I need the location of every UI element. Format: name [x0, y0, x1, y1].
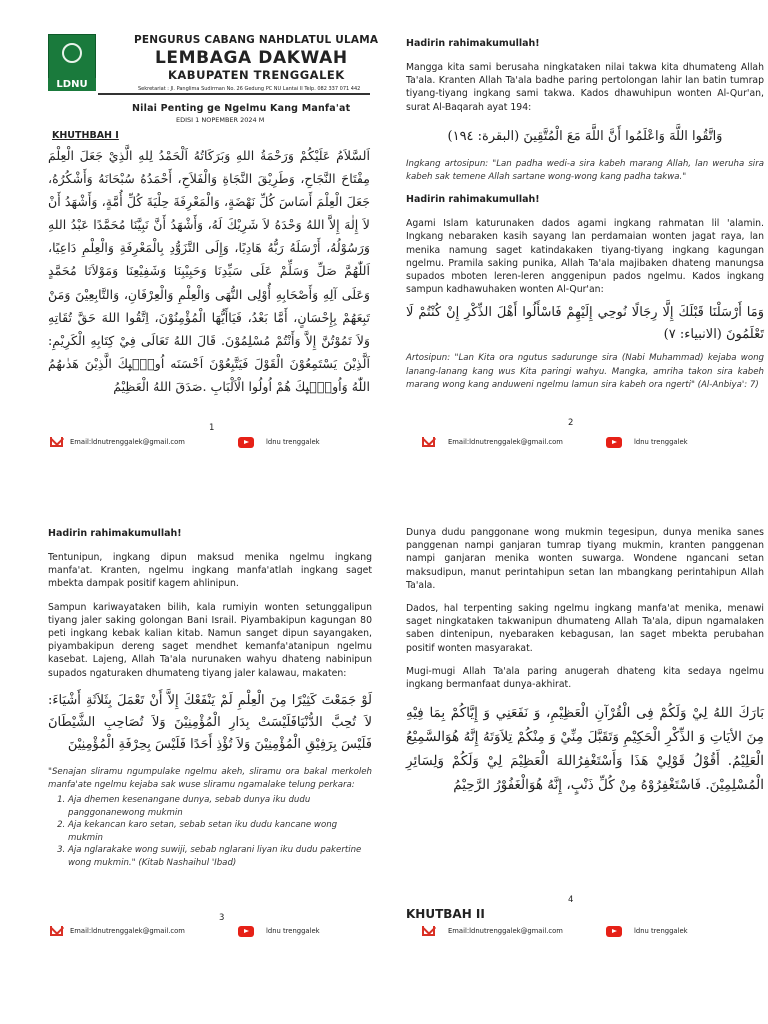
hadith-text: لَوْ جَمَعْتَ كَثِيْرًا مِنَ الْعِلْمِ لَمْ يَنْفَعْكَ إِلاَّ أَنْ تَعْمَلَ بِثَلاَثَةِ أَشْيَاءَ: لاَ تُحِبَّ الدُّنْيَافَلَيْسَتْ بِدَارِ الْمُؤْمِنِيْنَ وَلاَ تُصَاحِبِ الشَّيْطَانَ فَلَيْسَ بِرَفِيْقِ الْمُؤْمِنِيْنَ وَلاَ تُؤْذِ أَحَدًا فَلَيْسَ بِحِرْفَةِ الْمُؤْمِنِيْنَ [48, 692, 372, 752]
footer-email[interactable]: Email:ldnutrenggalek@gmail.com [70, 927, 185, 935]
footer-email[interactable]: Email:ldnutrenggalek@gmail.com [70, 438, 185, 446]
header-divider [98, 93, 370, 95]
list-item: 2. Aja kekancan karo setan, sebab setan iku dudu kancane wong mukmin [68, 819, 372, 844]
gmail-icon [422, 926, 435, 936]
footer [48, 926, 372, 940]
list-item: 3. Aja nglarakake wong suwiji, sebab nglarani liyan iku dudu pakertine wong mukmin." (Kitab Nashaihul 'Ibad) [68, 844, 372, 869]
footer-youtube[interactable]: ldnu trenggalek [266, 438, 320, 446]
closing-prayer: بَارَكَ اللهُ لِيْ وَلَكُمْ فِى الْقُرْآنِ الْعَظِيْمِ، وَ نَفَعَنِي وَ إِيَّاكُمْ بِمَا فِيْهِ مِنَ الأيَاتِ وَ الذِّكْرِ الْحَكِيْمِ وَتَقَبَّلَ مِنِّيْ وَ مِنْكُمْ تِلاَوَتَهُ إِنَّهُ هُوَالسَّمِيْعُ الْعَلِيْمُ. أَقُوْلُ قَوْلِيْ هَذَا وَأَسْتَغْفِرُاللهَ الْعَظِيْمَ لِيْ وَلَكُمْ وَلِسَائِرِ الْمُسْلِمِيْنَ. فَاسْتَغْفِرُوْهُ مِنْ كُلِّ ذَنْبٍ، إِنَّهُ هُوَالْغَفُوْرُ الرَّحِيْمُ [406, 705, 764, 794]
lembaga-title: LEMBAGA DAKWAH [155, 48, 348, 68]
footer [48, 437, 372, 451]
page-number: 4 [568, 895, 574, 905]
youtube-icon [238, 926, 254, 937]
khutbah-1-label: KHUTHBAH I [52, 130, 119, 141]
page-2 [406, 30, 764, 510]
paragraph: Dunya dudu panggonane wong mukmin tegesipun, dunya menika sanes panggenan nampi ganjaran tumrap tiyang mukmin, kranten panggenan nampi ganjaran menika wonten suwarga. Wondene ngancani setan maksudipun, manut perintahipun setan lan mbangkang perintahipun Allah Ta'ala. [406, 527, 764, 591]
advice-list [48, 794, 372, 869]
globe-icon [62, 43, 82, 63]
edition-label: EDISI 1 NOPEMBER 2024 M [176, 116, 265, 124]
paragraph: Sampun kariwayataken bilih, kala rumiyin wonten setunggalipun tiyang jaler saking golongan Bani Israil. Piyambakipun kagungan 80 peti ingkang kebak kalian kitab. Namun sanget dipun sayangaken, piyambakipun dereng saget mendhet kemanfa'atanipun ngelmu kasebat. Lajeng, Allah Ta'ala nurunaken wahyu dhateng nabinipun supados ngaturaken dhumateng tiyang jaler kalawau, makaten: [48, 601, 372, 679]
sermon-subtitle: Nilai Penting ge Ngelmu Kang Manfa'at [132, 103, 351, 114]
heading: Hadirin rahimakumullah! [406, 38, 540, 49]
org-name: PENGURUS CABANG NAHDLATUL ULAMA [134, 34, 379, 46]
translation: Ingkang artosipun: "Lan padha wedi-a sira kabeh marang Allah, lan weruha sira kabeh sak temene Allah sartane wong-wong kang padha takwa." [406, 158, 764, 183]
khutbah-2-label: KHUTBAH II [406, 907, 485, 921]
page-number: 1 [209, 423, 215, 433]
paragraph: Mugi-mugi Allah Ta'ala paring anugerah dhateng kita sedaya ngelmu ingkang bermanfaat dunya-akhirat. [406, 665, 764, 691]
page-3 [48, 522, 372, 1024]
youtube-icon [238, 437, 254, 448]
page-number: 3 [219, 913, 225, 923]
translation: Artosipun: "Lan Kita ora ngutus sadurunge sira (Nabi Muhammad) kejaba wong lanang-lanang kang wus Kita paringi wahyu. Mangka, amriha takon sira kabeh marang wong kang anduweni ngelmu lamun sira kabeh ora ngerti" (Al-Anbiya': 7) [406, 353, 764, 390]
footer-youtube[interactable]: ldnu trenggalek [634, 927, 688, 935]
footer-youtube[interactable]: ldnu trenggalek [634, 438, 688, 446]
youtube-icon [606, 437, 622, 448]
kabupaten-title: KABUPATEN TRENGGALEK [168, 68, 345, 82]
heading: Hadirin rahimakumullah! [48, 528, 182, 539]
heading: Hadirin rahimakumullah! [406, 194, 540, 206]
translation: "Senajan sliramu ngumpulake ngelmu akeh, sliramu ora bakal merkoleh manfa'ate ngelmu kejaba sak wuse sliramu ngamalake telung perkara: [48, 766, 372, 791]
opening-arabic: اَلسَّلاَمُ عَلَيْكُمْ وَرَحْمَةُ اللهِ وَبَرَكَاتُهُ اَلْحَمْدُ لِلهِ الَّذِيْ جَعَلَ الْعِلْمَ مِفْتَاحَ النَّجَاحِ، وَطَرِيْقَ النَّجَاةِ وَالْفَلاَحِ، أَحْمَدُهُ سُبْحَانَهُ وَأَشْكُرُهُ، جَعَلَ الْعِلْمَ أَسَاسَ كُلِّ نَهْضَةٍ، وَالْمَعْرِفَةَ حِلْيَةَ كُلِّ أُمَّةٍ، وَأَشْهَدُ أَنْ لاَ إِلٰهَ إِلاَّ اللهُ وَحْدَهُ لاَ شَرِيْكَ لَهُ، وَأَشْهَدُ أَنَّ نَبِيَّنَا مُحَمَّدًا عَبْدُ اللهِ وَرَسُوْلُهُ، أَرْسَلَهُ رَبُّهُ هَادِيًا، وَإِلَى التَّزَوُّدِ بِالْمَعْرِفَةِ وَالْعِلْمِ دَاعِيًا، اَللّٰهُمَّ صَلِّ وَسَلِّمْ عَلَى سَيِّدِنَا وَحَبِيْبِنَا وَشَفِيْعِنَا وَمَوْلاَنَا مُحَمَّدٍ وَعَلَى آلِهِ وَأَصْحَابِهِ أُوْلِى النُّهَى وَالْعِلْمِ وَالْعِرْفَانِ، وَالتَّابِعِيْنَ وَمَنْ تَبِعَهُمْ بِإِحْسَانٍ، أَمَّا بَعْدُ، فَيَاأَيُّهَا الْمُؤْمِنُوْنَ، اِتَّقُوا اللهَ حَقَّ تُقَاتِهِ وَلاَ تَمُوْتُنَّ إِلاَّ وَأَنْتُمْ مُسْلِمُوْنَ. قَالَ اللهُ تَعَالَى فِيْ كِتَابِهِ الْكَرِيْمِ: اَلَّذِيْنَ يَسْتَمِعُوْنَ الْقَوْلَ فَيَتَّبِعُوْنَ اَحْسَنَه اُولٰۤىِٕكَ الَّذِيْنَ هَدٰىهُمُ اللّٰهُ وَاُولٰۤىِٕكَ هُمْ اُولُوا الْاَلْبَابِ .صَدَقَ اللهُ الْعَظِيْمُ [48, 148, 370, 394]
page-4 [406, 522, 764, 1024]
address: Sekretariat : Jl. Panglima Sudirman No. 26 Gedung PC NU Lantai II Telp. 082 337 071 442 [138, 86, 361, 92]
page-1 [48, 30, 379, 510]
logo-label: LDNU [48, 78, 96, 91]
paragraph: Mangga kita sami berusaha ningkataken nilai takwa kita dhumateng Allah Ta'ala. Kranten Allah Ta'ala badhe paring pertolongan lahir lan batin tumrap tiyang-tiyang ingkang sami takwa. Kados dhawuhipun wonten Al-Qur'an, surat Al-Baqarah ayat 194: [406, 62, 764, 113]
ldnu-logo [48, 34, 96, 80]
list-item: 1. Aja dhemen kesenangane dunya, sebab dunya iku dudu panggonanewong mukmin [68, 794, 372, 819]
quran-verse: وَمَا أَرْسَلْنَا قَبْلَكَ إِلَّا رِجَالًا نُوحِي إِلَيْهِمْ فَاسْأَلُوا أَهْلَ الذِّكْرِ إِنْ كُنْتُمْ لَا تَعْلَمُونَ (الانبياء: ٧) [406, 305, 764, 343]
footer-email[interactable]: Email:ldnutrenggalek@gmail.com [448, 438, 563, 446]
youtube-icon [606, 926, 622, 937]
paragraph: Tentunipun, ingkang dipun maksud menika ngelmu ingkang manfa'at. Kranten, ngelmu ingkang manfa'atlah ingkang saget mbekta dampak positif kagem ahlinipun. [48, 552, 372, 590]
paragraph: Dados, hal terpenting saking ngelmu ingkang manfa'at menika, menawi saget ningkataken takwanipun dhumateng Allah Ta'ala, dipun ngamalaken saben dintenipun, nyebaraken kebagusan, lan saget mbekta perubahan positif wonten masyarakat. [406, 603, 764, 654]
footer-email[interactable]: Email:ldnutrenggalek@gmail.com [448, 927, 563, 935]
gmail-icon [422, 437, 435, 447]
page-number: 2 [568, 418, 574, 428]
gmail-icon [50, 437, 63, 447]
footer [420, 437, 760, 451]
footer [420, 926, 760, 940]
footer-youtube[interactable]: ldnu trenggalek [266, 927, 320, 935]
gmail-icon [50, 926, 63, 936]
paragraph: Agami Islam katurunaken dados agami ingkang rahmatan lil 'alamin. Ingkang nebaraken kasih sayang lan perdamaian wonten jagat raya, lan menika namung saget katindakaken tiyang-tiyang ingkang kagungan ngelmu. Pramila saking punika, Allah Ta'ala majibaken dhateng manungsa supados mboten leren-leren anggenipun pados ngelmu. Kados ingkang sampun kadhawuhaken wonten Al-Qur'an: [406, 218, 764, 296]
quran-verse: وَاتَّقُوا اللَّهَ وَاعْلَمُوا أَنَّ اللَّهَ مَعَ الْمُتَّقِينَ (البقرة: ١٩٤) [447, 128, 723, 144]
